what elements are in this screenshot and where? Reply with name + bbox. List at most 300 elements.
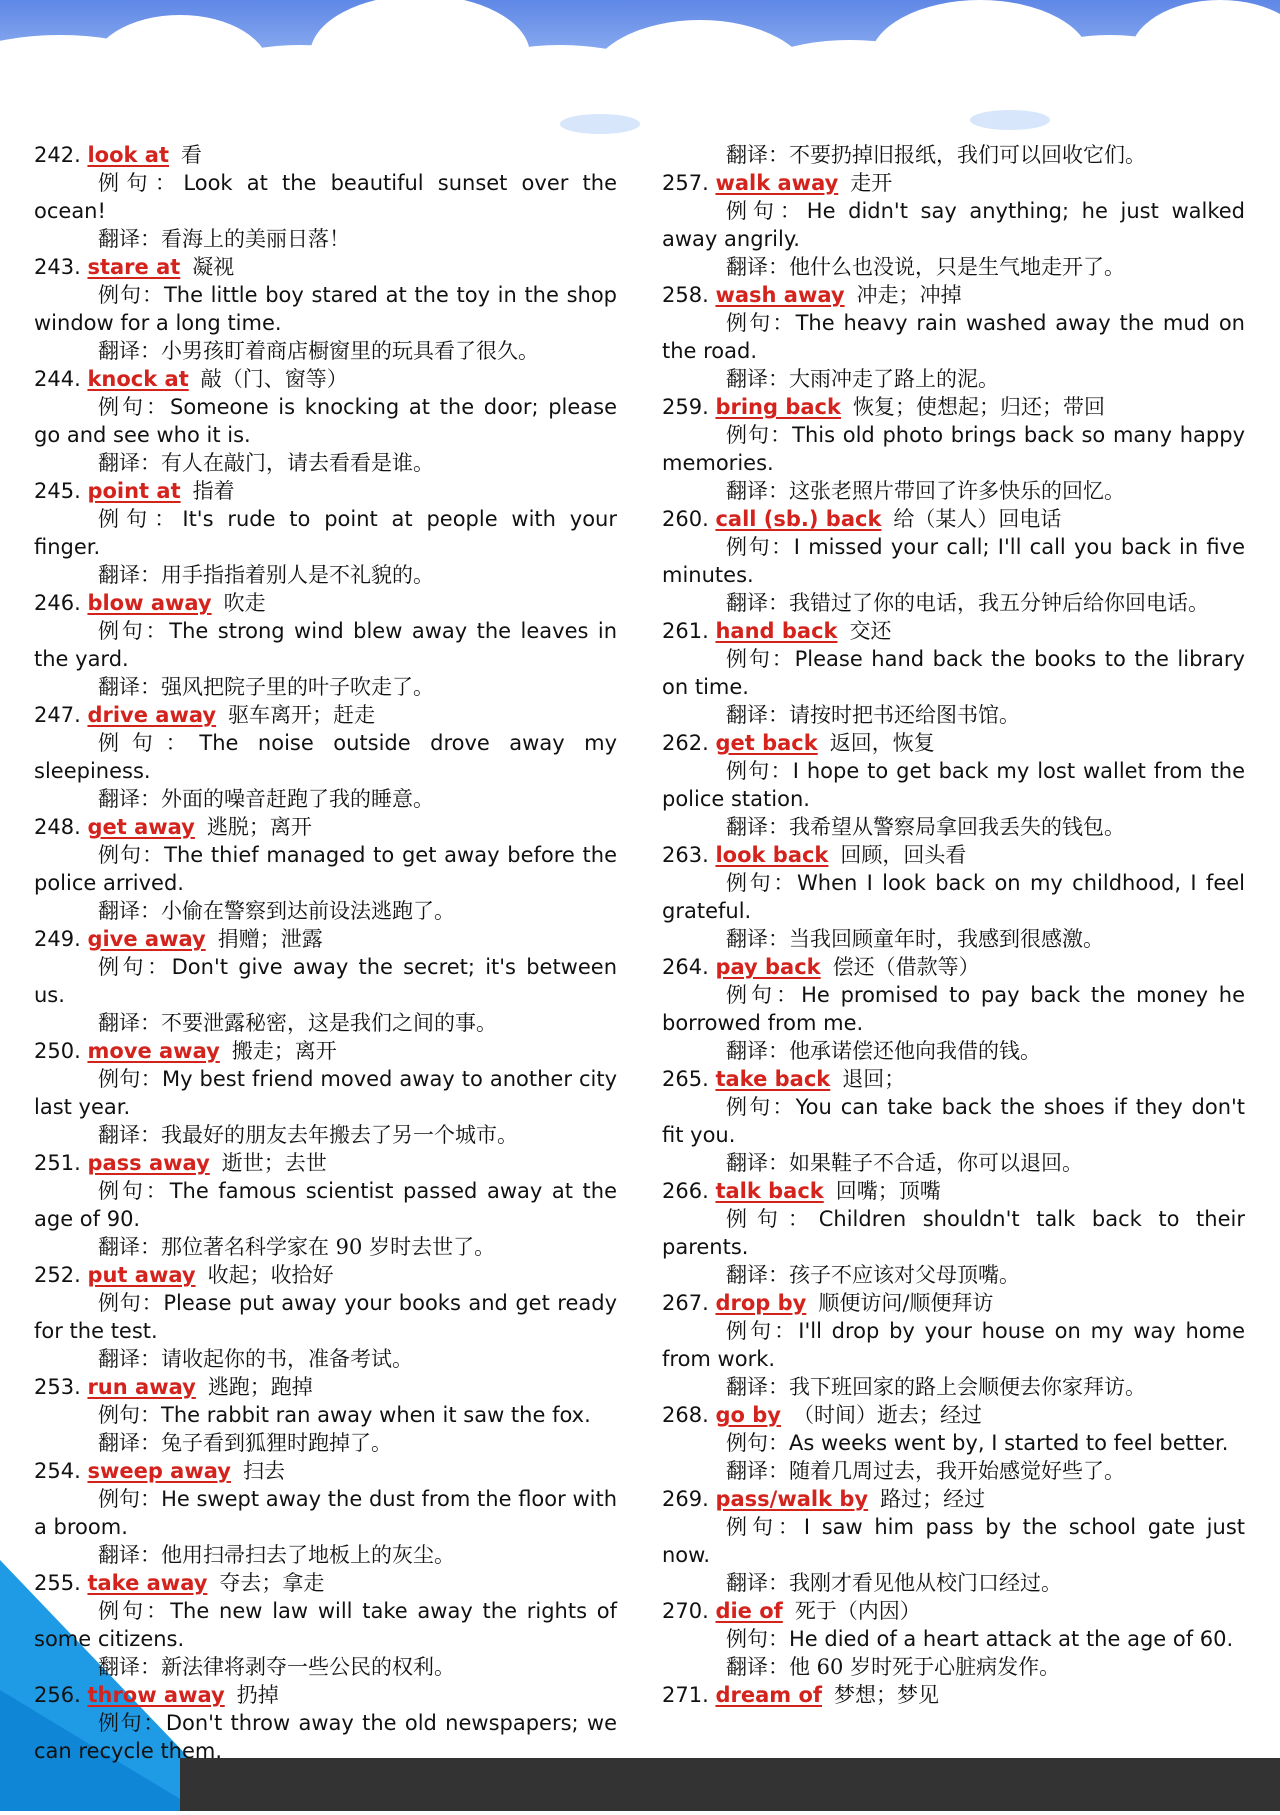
translation-text: 这张老照片带回了许多快乐的回忆。 (789, 479, 1125, 503)
translation-label: 翻译： (98, 787, 161, 811)
phrase-term: drive away (87, 703, 217, 727)
translation-line (662, 365, 1245, 393)
translation-label: 翻译： (726, 815, 789, 839)
translation-line (662, 1457, 1245, 1485)
phrase-term: give away (87, 927, 206, 951)
entry-heading (662, 1065, 1245, 1093)
entry-number: 265. (662, 1067, 709, 1091)
translation-label: 翻译： (726, 1655, 789, 1679)
example-sentence (662, 533, 1245, 589)
entry-heading (662, 617, 1245, 645)
phrase-term: talk back (715, 1179, 824, 1203)
phrase-entry (34, 1261, 617, 1373)
phrase-entry (662, 1177, 1245, 1289)
phrase-entry (662, 1065, 1245, 1177)
translation-text: 我希望从警察局拿回我丢失的钱包。 (789, 815, 1125, 839)
example-text: I saw him pass by the school gate just now. (662, 1515, 1246, 1567)
phrase-entry (34, 925, 617, 1037)
phrase-entry (34, 813, 617, 925)
phrase-entry (662, 1485, 1245, 1597)
translation-text: 他用扫帚扫去了地板上的灰尘。 (161, 1543, 455, 1567)
entry-number: 244. (34, 367, 81, 391)
phrase-meaning: 逃跑；跑掉 (207, 1375, 313, 1399)
translation-line (34, 561, 617, 589)
translation-text: 不要泄露秘密，这是我们之间的事。 (161, 1011, 497, 1035)
phrase-term: point at (87, 479, 181, 503)
example-text: Please put away your books and get ready for the test. (34, 1291, 617, 1343)
phrase-entry (34, 141, 617, 253)
example-sentence (34, 1177, 617, 1233)
phrase-meaning: 敲（门、窗等） (200, 367, 348, 391)
phrase-term: pass away (87, 1151, 210, 1175)
entry-number: 253. (34, 1375, 81, 1399)
entry-heading (662, 841, 1245, 869)
translation-line (34, 785, 617, 813)
translation-line (662, 701, 1245, 729)
phrase-term: take back (715, 1067, 831, 1091)
translation-label: 翻译： (98, 1011, 161, 1035)
example-label: 例句： (726, 423, 793, 447)
phrase-entry (34, 253, 617, 365)
example-sentence (34, 169, 617, 225)
example-label: 例句： (726, 535, 794, 559)
translation-line (662, 589, 1245, 617)
translation-line (34, 337, 617, 365)
translation-text: 强风把院子里的叶子吹走了。 (161, 675, 434, 699)
phrase-entry (662, 841, 1245, 953)
example-text: I missed your call; I'll call you back in five minutes. (662, 535, 1245, 587)
entry-heading (34, 1569, 617, 1597)
translation-line (34, 1653, 617, 1681)
translation-line (662, 1037, 1245, 1065)
example-sentence (662, 1205, 1245, 1261)
example-label: 例句： (98, 1487, 162, 1511)
phrase-meaning: 恢复；使想起；归还；带回 (852, 395, 1105, 419)
translation-line (662, 253, 1245, 281)
translation-label: 翻译： (726, 1151, 789, 1175)
entry-number: 252. (34, 1263, 81, 1287)
phrase-term: go by (715, 1403, 781, 1427)
entry-heading (34, 701, 617, 729)
phrase-meaning: 回顾，回头看 (840, 843, 967, 867)
phrase-meaning: 吹走 (223, 591, 266, 615)
entry-heading (662, 281, 1245, 309)
phrase-entry (662, 169, 1245, 281)
phrase-meaning: 梦想；梦见 (834, 1683, 940, 1707)
translation-text: 兔子看到狐狸时跑掉了。 (161, 1431, 392, 1455)
translation-line (662, 1149, 1245, 1177)
example-label: 例句： (726, 1207, 819, 1231)
translation-label: 翻译： (98, 675, 161, 699)
example-label: 例句： (726, 1319, 799, 1343)
translation-text: 他 60 岁时死于心脏病发作。 (789, 1655, 1061, 1679)
entry-number: 246. (34, 591, 81, 615)
translation-text: 外面的噪音赶跑了我的睡意。 (161, 787, 434, 811)
example-sentence (34, 1065, 617, 1121)
phrase-meaning: 返回，恢复 (829, 731, 935, 755)
translation-line (34, 897, 617, 925)
translation-line (662, 1261, 1245, 1289)
example-text: My best friend moved away to another city last year. (34, 1067, 617, 1119)
example-sentence (662, 981, 1245, 1037)
example-label: 例句： (726, 647, 795, 671)
example-label: 例句： (98, 731, 200, 755)
phrase-entry (34, 589, 617, 701)
example-text: He promised to pay back the money he borrowed from me. (662, 983, 1245, 1035)
example-label: 例句： (98, 955, 172, 979)
entry-number: 268. (662, 1403, 709, 1427)
translation-text: 我下班回家的路上会顺便去你家拜访。 (789, 1375, 1146, 1399)
phrase-entry (662, 1681, 1245, 1709)
translation-text: 请收起你的书，准备考试。 (161, 1347, 413, 1371)
entry-heading (662, 1289, 1245, 1317)
example-label: 例句： (726, 983, 802, 1007)
example-sentence (34, 505, 617, 561)
entry-heading (34, 813, 617, 841)
phrase-term: pass/walk by (715, 1487, 869, 1511)
example-sentence (34, 841, 617, 897)
entry-heading (662, 729, 1245, 757)
translation-text: 孩子不应该对父母顶嘴。 (789, 1263, 1020, 1287)
example-text: The rabbit ran away when it saw the fox. (161, 1403, 591, 1427)
phrase-entry (34, 1569, 617, 1681)
example-label: 例句： (726, 1627, 789, 1651)
phrase-meaning: 偿还（借款等） (832, 955, 980, 979)
phrase-term: blow away (87, 591, 212, 615)
phrase-term: look at (87, 143, 169, 167)
example-sentence (662, 1513, 1245, 1569)
example-sentence (662, 645, 1245, 701)
example-sentence (662, 757, 1245, 813)
example-label: 例句： (98, 395, 170, 419)
entry-number: 247. (34, 703, 81, 727)
translation-line (662, 925, 1245, 953)
phrase-meaning: 驱车离开；赶走 (228, 703, 376, 727)
example-text: This old photo brings back so many happy memories. (662, 423, 1246, 475)
phrase-meaning: 冲走；冲掉 (856, 283, 962, 307)
example-text: The thief managed to get away before the police arrived. (34, 843, 618, 895)
example-text: The heavy rain washed away the mud on the road. (662, 311, 1245, 363)
translation-line (34, 1233, 617, 1261)
phrase-term: throw away (87, 1683, 225, 1707)
example-sentence (662, 197, 1245, 253)
entry-heading (662, 1681, 1245, 1709)
example-label: 例句： (98, 1179, 170, 1203)
example-label: 例句： (98, 1599, 171, 1623)
phrase-term: get back (715, 731, 818, 755)
phrase-meaning: 扫去 (242, 1459, 285, 1483)
entry-heading (662, 953, 1245, 981)
example-label: 例句： (98, 619, 170, 643)
entry-heading (662, 1485, 1245, 1513)
translation-line (662, 1569, 1245, 1597)
phrase-meaning: 交还 (849, 619, 892, 643)
entry-heading (662, 169, 1245, 197)
translation-label: 翻译： (726, 1039, 789, 1063)
entry-heading (34, 1261, 617, 1289)
phrase-term: look back (715, 843, 829, 867)
left-column (34, 141, 617, 1765)
entry-number: 242. (34, 143, 81, 167)
phrase-meaning: 指着 (192, 479, 235, 503)
entry-heading (34, 1149, 617, 1177)
example-sentence (34, 393, 617, 449)
entry-number: 248. (34, 815, 81, 839)
entry-number: 263. (662, 843, 709, 867)
phrase-term: knock at (87, 367, 189, 391)
phrase-entry (34, 477, 617, 589)
translation-label: 翻译： (726, 367, 789, 391)
entry-heading (34, 1373, 617, 1401)
phrase-meaning: 凝视 (192, 255, 235, 279)
example-text: He swept away the dust from the floor with a broom. (34, 1487, 617, 1539)
example-text: You can take back the shoes if they don't fit you. (662, 1095, 1246, 1147)
translation-line (34, 1009, 617, 1037)
phrase-term: walk away (715, 171, 839, 195)
phrase-entry (662, 281, 1245, 393)
example-label: 例句： (98, 1291, 164, 1315)
example-label: 例句： (726, 759, 793, 783)
translation-text: 随着几周过去，我开始感觉好些了。 (789, 1459, 1125, 1483)
phrase-meaning: 捐赠；泄露 (217, 927, 323, 951)
example-text: The new law will take away the rights of some citizens. (34, 1599, 618, 1651)
example-sentence (662, 421, 1245, 477)
phrase-meaning: 逝世；去世 (221, 1151, 327, 1175)
translation-label: 翻译： (726, 1459, 789, 1483)
example-label: 例句： (98, 1067, 162, 1091)
translation-label: 翻译： (726, 1571, 789, 1595)
example-label: 例句： (98, 283, 164, 307)
entry-number: 260. (662, 507, 709, 531)
translation-line (34, 1121, 617, 1149)
example-label: 例句： (726, 1431, 789, 1455)
phrase-term: call (sb.) back (715, 507, 882, 531)
example-sentence (34, 1289, 617, 1345)
entry-heading (34, 1681, 617, 1709)
translation-line (662, 477, 1245, 505)
translation-text: 大雨冲走了路上的泥。 (789, 367, 999, 391)
phrase-entry (34, 1457, 617, 1569)
translation-text: 我刚才看见他从校门口经过。 (789, 1571, 1062, 1595)
translation-text: 他承诺偿还他向我借的钱。 (789, 1039, 1041, 1063)
example-label: 例句： (98, 1711, 166, 1735)
phrase-meaning: 路过；经过 (880, 1487, 986, 1511)
entry-number: 258. (662, 283, 709, 307)
phrase-term: pay back (715, 955, 821, 979)
translation-line (34, 449, 617, 477)
translation-text: 他什么也没说，只是生气地走开了。 (789, 255, 1125, 279)
example-text: When I look back on my childhood, I feel grateful. (662, 871, 1245, 923)
translation-label: 翻译： (98, 451, 161, 475)
entry-heading (34, 589, 617, 617)
entry-number: 264. (662, 955, 709, 979)
example-text: I'll drop by your house on my way home from work. (662, 1319, 1246, 1371)
entry-heading (662, 1597, 1245, 1625)
phrase-meaning: 夺去；拿走 (219, 1571, 325, 1595)
phrase-entry (34, 1037, 617, 1149)
phrase-entry (662, 729, 1245, 841)
phrase-meaning: 回嘴；顶嘴 (835, 1179, 941, 1203)
example-label: 例句： (98, 843, 165, 867)
translation-text: 用手指指着别人是不礼貌的。 (161, 563, 434, 587)
translation-text: 看海上的美丽日落！ (161, 227, 350, 251)
translation-line (34, 225, 617, 253)
phrase-meaning: 顺便访问/顺便拜访 (818, 1291, 994, 1315)
entry-number: 243. (34, 255, 81, 279)
phrase-entry (662, 1597, 1245, 1681)
translation-label: 翻译： (98, 563, 161, 587)
translation-text: 小男孩盯着商店橱窗里的玩具看了很久。 (161, 339, 539, 363)
phrase-term: drop by (715, 1291, 807, 1315)
example-text: As weeks went by, I started to feel better. (789, 1431, 1229, 1455)
example-text: The strong wind blew away the leaves in the yard. (34, 619, 618, 671)
example-text: The famous scientist passed away at the age of 90. (34, 1179, 617, 1231)
phrase-entry (34, 1681, 617, 1765)
phrase-term: move away (87, 1039, 220, 1063)
entry-heading (34, 1037, 617, 1065)
example-sentence (662, 1429, 1245, 1457)
example-text: Don't throw away the old newspapers; we can recycle them. (34, 1711, 618, 1763)
phrase-meaning: 收起；收拾好 (207, 1263, 334, 1287)
translation-text: 我错过了你的电话，我五分钟后给你回电话。 (789, 591, 1209, 615)
phrase-term: run away (87, 1375, 196, 1399)
example-sentence (34, 729, 617, 785)
phrase-term: stare at (87, 255, 181, 279)
translation-text: 新法律将剥夺一些公民的权利。 (161, 1655, 455, 1679)
entry-heading (34, 1457, 617, 1485)
phrase-entry (34, 701, 617, 813)
example-sentence (662, 1093, 1245, 1149)
example-sentence (662, 869, 1245, 925)
entry-number: 257. (662, 171, 709, 195)
translation-line (662, 1373, 1245, 1401)
translation-text: 那位著名科学家在 90 岁时去世了。 (161, 1235, 496, 1259)
phrase-meaning: 走开 (850, 171, 893, 195)
example-label: 例句： (98, 507, 183, 531)
entry-number: 261. (662, 619, 709, 643)
phrase-meaning: 给（某人）回电话 (893, 507, 1062, 531)
entry-heading (34, 477, 617, 505)
translation-text: 如果鞋子不合适，你可以退回。 (789, 1151, 1083, 1175)
example-sentence (34, 1401, 617, 1429)
example-label: 例句： (726, 871, 797, 895)
example-text: Don't give away the secret; it's between us. (34, 955, 618, 1007)
example-text: He didn't say anything; he just walked away angrily. (662, 199, 1245, 251)
example-text: The noise outside drove away my sleepiness. (34, 731, 617, 783)
translation-text: 小偷在警察到达前设法逃跑了。 (161, 899, 455, 923)
example-text: He died of a heart attack at the age of 60. (789, 1627, 1234, 1651)
example-label: 例句： (726, 311, 796, 335)
translation-line (662, 1653, 1245, 1681)
phrase-term: put away (87, 1263, 196, 1287)
entry-heading (34, 253, 617, 281)
translation-label: 翻译： (98, 899, 161, 923)
entry-heading (34, 141, 617, 169)
entry-number: 267. (662, 1291, 709, 1315)
translation-label: 翻译： (726, 927, 789, 951)
translation-line (34, 1541, 617, 1569)
example-text: Children shouldn't talk back to their parents. (662, 1207, 1245, 1259)
translation-text: 当我回顾童年时，我感到很感激。 (789, 927, 1104, 951)
example-sentence (662, 1625, 1245, 1653)
phrase-entry (662, 1289, 1245, 1401)
phrase-term: dream of (715, 1683, 823, 1707)
right-column (662, 141, 1245, 1709)
example-text: Look at the beautiful sunset over the ocean! (34, 171, 617, 223)
phrase-meaning: 扔掉 (236, 1683, 279, 1707)
phrase-term: die of (715, 1599, 783, 1623)
translation-label: 翻译： (98, 1123, 161, 1147)
entry-number: 251. (34, 1151, 81, 1175)
translation-text: 请按时把书还给图书馆。 (789, 703, 1020, 727)
example-sentence (34, 953, 617, 1009)
phrase-term: hand back (715, 619, 838, 643)
translation-label: 翻译： (98, 1543, 161, 1567)
example-sentence (34, 1597, 617, 1653)
entry-heading (34, 365, 617, 393)
phrase-entry (662, 505, 1245, 617)
translation-label: 翻译： (98, 1431, 161, 1455)
translation-line (34, 1345, 617, 1373)
example-label: 例句： (726, 1095, 796, 1119)
entry-number: 245. (34, 479, 81, 503)
continued-translation: 翻译：不要扔掉旧报纸，我们可以回收它们。 (726, 143, 1146, 167)
phrase-meaning: （时间）逝去；经过 (792, 1403, 982, 1427)
translation-text: 有人在敲门，请去看看是谁。 (161, 451, 434, 475)
entry-heading (662, 393, 1245, 421)
example-sentence (34, 617, 617, 673)
phrase-entry (34, 1373, 617, 1457)
entry-number: 270. (662, 1599, 709, 1623)
translation-label: 翻译： (98, 1655, 161, 1679)
translation-line (34, 1429, 617, 1457)
entry-number: 255. (34, 1571, 81, 1595)
entry-number: 256. (34, 1683, 81, 1707)
phrase-term: get away (87, 815, 195, 839)
example-text: The little boy stared at the toy in the shop window for a long time. (34, 283, 617, 335)
phrase-entry (662, 953, 1245, 1065)
translation-label: 翻译： (726, 703, 789, 727)
phrase-term: take away (87, 1571, 208, 1595)
translation-label: 翻译： (98, 1235, 161, 1259)
translation-label: 翻译： (726, 591, 789, 615)
example-sentence (34, 1485, 617, 1541)
entry-number: 250. (34, 1039, 81, 1063)
entry-number: 269. (662, 1487, 709, 1511)
phrase-meaning: 死于（内因） (794, 1599, 921, 1623)
phrase-entry (662, 393, 1245, 505)
phrase-meaning: 搬走；离开 (231, 1039, 337, 1063)
footer-bar (180, 1758, 1280, 1811)
phrase-term: bring back (715, 395, 841, 419)
example-label: 例句： (726, 1515, 804, 1539)
phrase-entry (34, 365, 617, 477)
example-label: 例句： (726, 199, 807, 223)
entry-number: 254. (34, 1459, 81, 1483)
translation-label: 翻译： (726, 1375, 789, 1399)
entry-number: 266. (662, 1179, 709, 1203)
example-text: It's rude to point at people with your finger. (34, 507, 617, 559)
entry-heading (662, 1177, 1245, 1205)
entry-heading (662, 1401, 1245, 1429)
phrase-meaning: 退回； (842, 1067, 906, 1091)
translation-label: 翻译： (98, 339, 161, 363)
phrase-entry (34, 1149, 617, 1261)
example-text: Someone is knocking at the door; please go and see who it is. (34, 395, 618, 447)
example-label: 例句： (98, 171, 184, 195)
translation-label: 翻译： (726, 1263, 789, 1287)
sky-cloud-banner (0, 0, 1280, 135)
